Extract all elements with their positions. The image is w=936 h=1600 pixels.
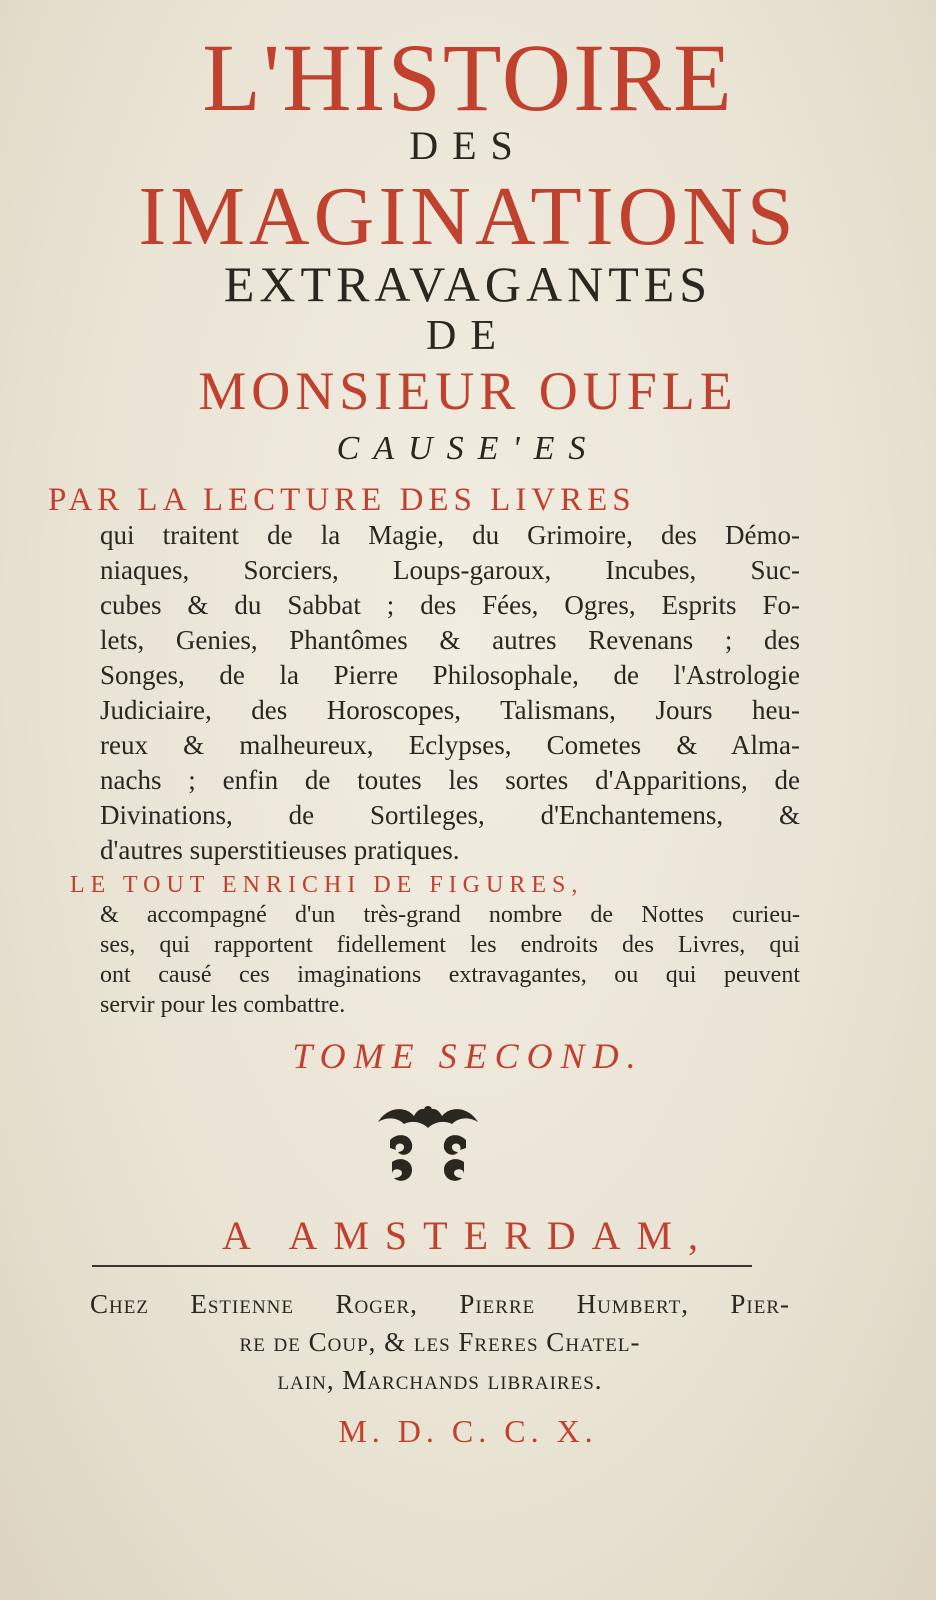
title-line-histoire: L'HISTOIRE [202,24,734,131]
description-line: reux & malheureux, Eclypses, Cometes & Alma- [100,730,800,760]
title-line-de: DE [426,313,510,359]
fleuron-ornament-icon [368,1100,488,1190]
description-line: lets, Genies, Phantômes & autres Revenans ; des [100,625,800,655]
title-line-extravagantes: EXTRAVAGANTES [223,256,713,312]
description-line: Songes, de la Pierre Philosophale, de l'Astrologie [100,660,800,690]
publisher-line: re de Coup, & les Freres Chatel- [239,1327,641,1357]
title-line-causees: CAUSE'ES [336,430,600,467]
publisher-block [90,1285,790,1399]
description-line: qui traitent de la Magie, du Grimoire, des Démo- [100,520,800,550]
title-line-imaginations: IMAGINATIONS [138,170,798,263]
description-line: nachs ; enfin de toutes les sortes d'Apparitions, de [100,765,800,795]
figures-line: & accompagné d'un très-grand nombre de Nottes curieu- [100,902,800,928]
figures-heading: LE TOUT ENRICHI DE FIGURES, [70,872,584,898]
figures-line: ont causé ces imaginations extravagantes, ou qui peuvent [100,962,800,988]
description-line: Divinations, de Sortileges, d'Enchantemens, & [100,800,800,830]
description-line: Judiciaire, des Horoscopes, Talismans, Jours heu- [100,695,800,725]
title-line-par-la-lecture: PAR LA LECTURE DES LIVRES [48,482,636,518]
imprint-place: A AMSTERDAM, [221,1213,715,1258]
publisher-line: lain, Marchands libraires. [277,1365,603,1395]
divider-rule [92,1265,752,1267]
imprint-year: M. D. C. C. X. [338,1413,598,1449]
publisher-line: Chez Estienne Roger, Pierre Humbert, Pier- [90,1289,790,1319]
description-line: d'autres superstitieuses pratiques. [100,835,460,865]
description-line: cubes & du Sabbat ; des Fées, Ogres, Esprits Fo- [100,590,800,620]
figures-line: servir pour les combattre. [100,992,346,1018]
figures-line: ses, qui rapportent fidellement les endroits des Livres, qui [100,932,800,958]
title-line-des: DES [409,123,527,168]
figures-paragraph [100,900,800,1020]
description-line: niaques, Sorciers, Loups-garoux, Incubes, Suc- [100,555,800,585]
title-line-monsieur-oufle: MONSIEUR OUFLE [198,361,738,421]
volume-label: TOME SECOND. [292,1036,644,1076]
description-paragraph [100,518,800,868]
